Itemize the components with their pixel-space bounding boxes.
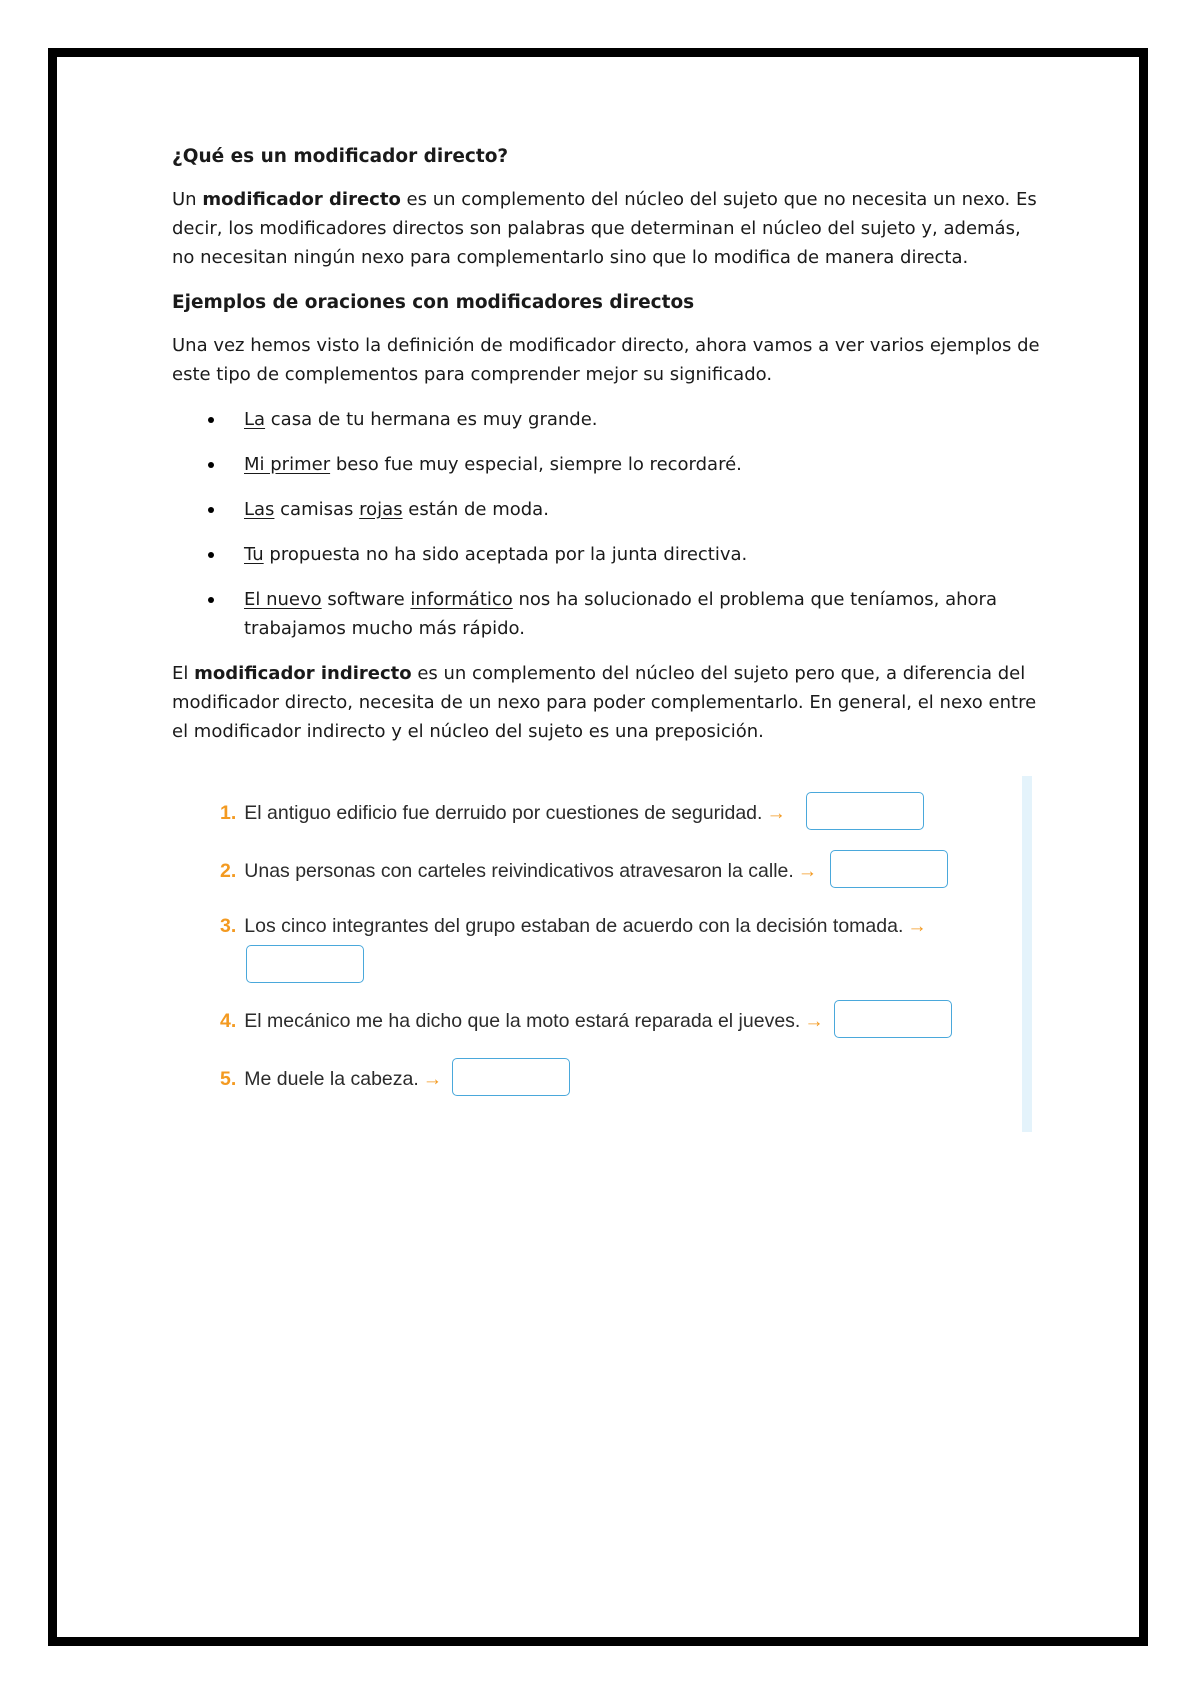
exercise-item-3	[220, 915, 927, 938]
example-text: camisas	[274, 499, 360, 520]
indirect-text: El	[172, 663, 195, 684]
answer-box-3[interactable]	[246, 945, 364, 983]
section-heading: Ejemplos de oraciones con modificadores directos	[172, 292, 695, 313]
intro-text: Un	[172, 189, 203, 210]
modifier-underlined: Las	[244, 499, 275, 520]
exercise-number: 1.	[220, 802, 237, 824]
list-item	[172, 450, 1042, 479]
examples-intro: Una vez hemos visto la definición de modificador directo, ahora vamos a ver varios ejemplos de este tipo de complementos para comprender mejor su significado.	[172, 335, 1040, 385]
bullet-icon	[208, 462, 214, 468]
modifier-underlined: El nuevo	[244, 589, 322, 610]
bullet-icon	[208, 417, 214, 423]
modifier-underlined: informático	[410, 589, 513, 610]
exercise-sentence: Unas personas con carteles reivindicativos atravesaron la calle.	[244, 860, 794, 882]
exercise-sentence: Los cinco integrantes del grupo estaban de acuerdo con la decisión tomada.	[244, 915, 904, 937]
indirect-bold-term: modificador indirecto	[194, 663, 412, 684]
arrow-icon: →	[907, 915, 927, 937]
intro-bold-term: modificador directo	[202, 189, 401, 210]
list-item	[172, 585, 1042, 643]
indirect-text: es un complemento del núcleo del sujeto pero que, a diferencia del modificador directo, necesita de un nexo para poder complementarlo. En general, el nexo entre el modificador indirecto y el núcleo del sujeto es una preposición.	[172, 663, 1037, 742]
examples-list	[172, 405, 1042, 643]
exercise-item-2	[220, 860, 817, 883]
list-item	[172, 540, 1042, 569]
example-text: beso fue muy especial, siempre lo recordaré.	[330, 454, 742, 475]
example-text: propuesta no ha sido aceptada por la junta directiva.	[263, 544, 748, 565]
exercise-item-4	[220, 1010, 824, 1033]
document-body	[172, 142, 1042, 762]
exercise-item-5	[220, 1068, 442, 1091]
example-text: software	[321, 589, 411, 610]
exercise-panel	[220, 776, 1040, 1132]
arrow-icon: →	[766, 802, 786, 824]
intro-text: es un complemento del núcleo del sujeto que no necesita un nexo. Es decir, los modificadores directos son palabras que determinan el núcleo del sujeto y, además, no necesitan ningún nexo para complementarlo sino que lo modifica de manera directa.	[172, 189, 1037, 268]
example-text: casa de tu hermana es muy grande.	[265, 409, 598, 430]
example-text: nos ha solucionado el problema que teníamos, ahora trabajamos mucho más rápido.	[244, 589, 997, 639]
bullet-icon	[208, 507, 214, 513]
exercise-sidebar	[1022, 776, 1032, 1132]
exercise-number: 5.	[220, 1068, 237, 1090]
answer-box-2[interactable]	[830, 850, 948, 888]
bullet-icon	[208, 597, 214, 603]
modifier-underlined: La	[244, 409, 266, 430]
modifier-underlined: Tu	[244, 544, 264, 565]
example-text: están de moda.	[402, 499, 549, 520]
bullet-icon	[208, 552, 214, 558]
modifier-underlined: Mi primer	[244, 454, 331, 475]
answer-box-1[interactable]	[806, 792, 924, 830]
answer-box-4[interactable]	[834, 1000, 952, 1038]
exercise-item-1	[220, 802, 786, 825]
intro-paragraph	[172, 185, 1042, 272]
arrow-icon: →	[804, 1010, 824, 1032]
answer-box-5[interactable]	[452, 1058, 570, 1096]
page-title: ¿Qué es un modificador directo?	[172, 146, 509, 167]
exercise-number: 2.	[220, 860, 237, 882]
exercise-number: 3.	[220, 915, 237, 937]
arrow-icon: →	[422, 1068, 443, 1090]
indirect-paragraph	[172, 659, 1042, 746]
exercise-number: 4.	[220, 1010, 237, 1032]
exercise-sentence: El mecánico me ha dicho que la moto estará reparada el jueves.	[244, 1010, 801, 1032]
exercise-sentence: Me duele la cabeza.	[244, 1068, 419, 1090]
modifier-underlined: rojas	[359, 499, 403, 520]
list-item	[172, 405, 1042, 434]
exercise-sentence: El antiguo edificio fue derruido por cuestiones de seguridad.	[244, 802, 763, 824]
list-item	[172, 495, 1042, 524]
arrow-icon: →	[797, 860, 818, 882]
